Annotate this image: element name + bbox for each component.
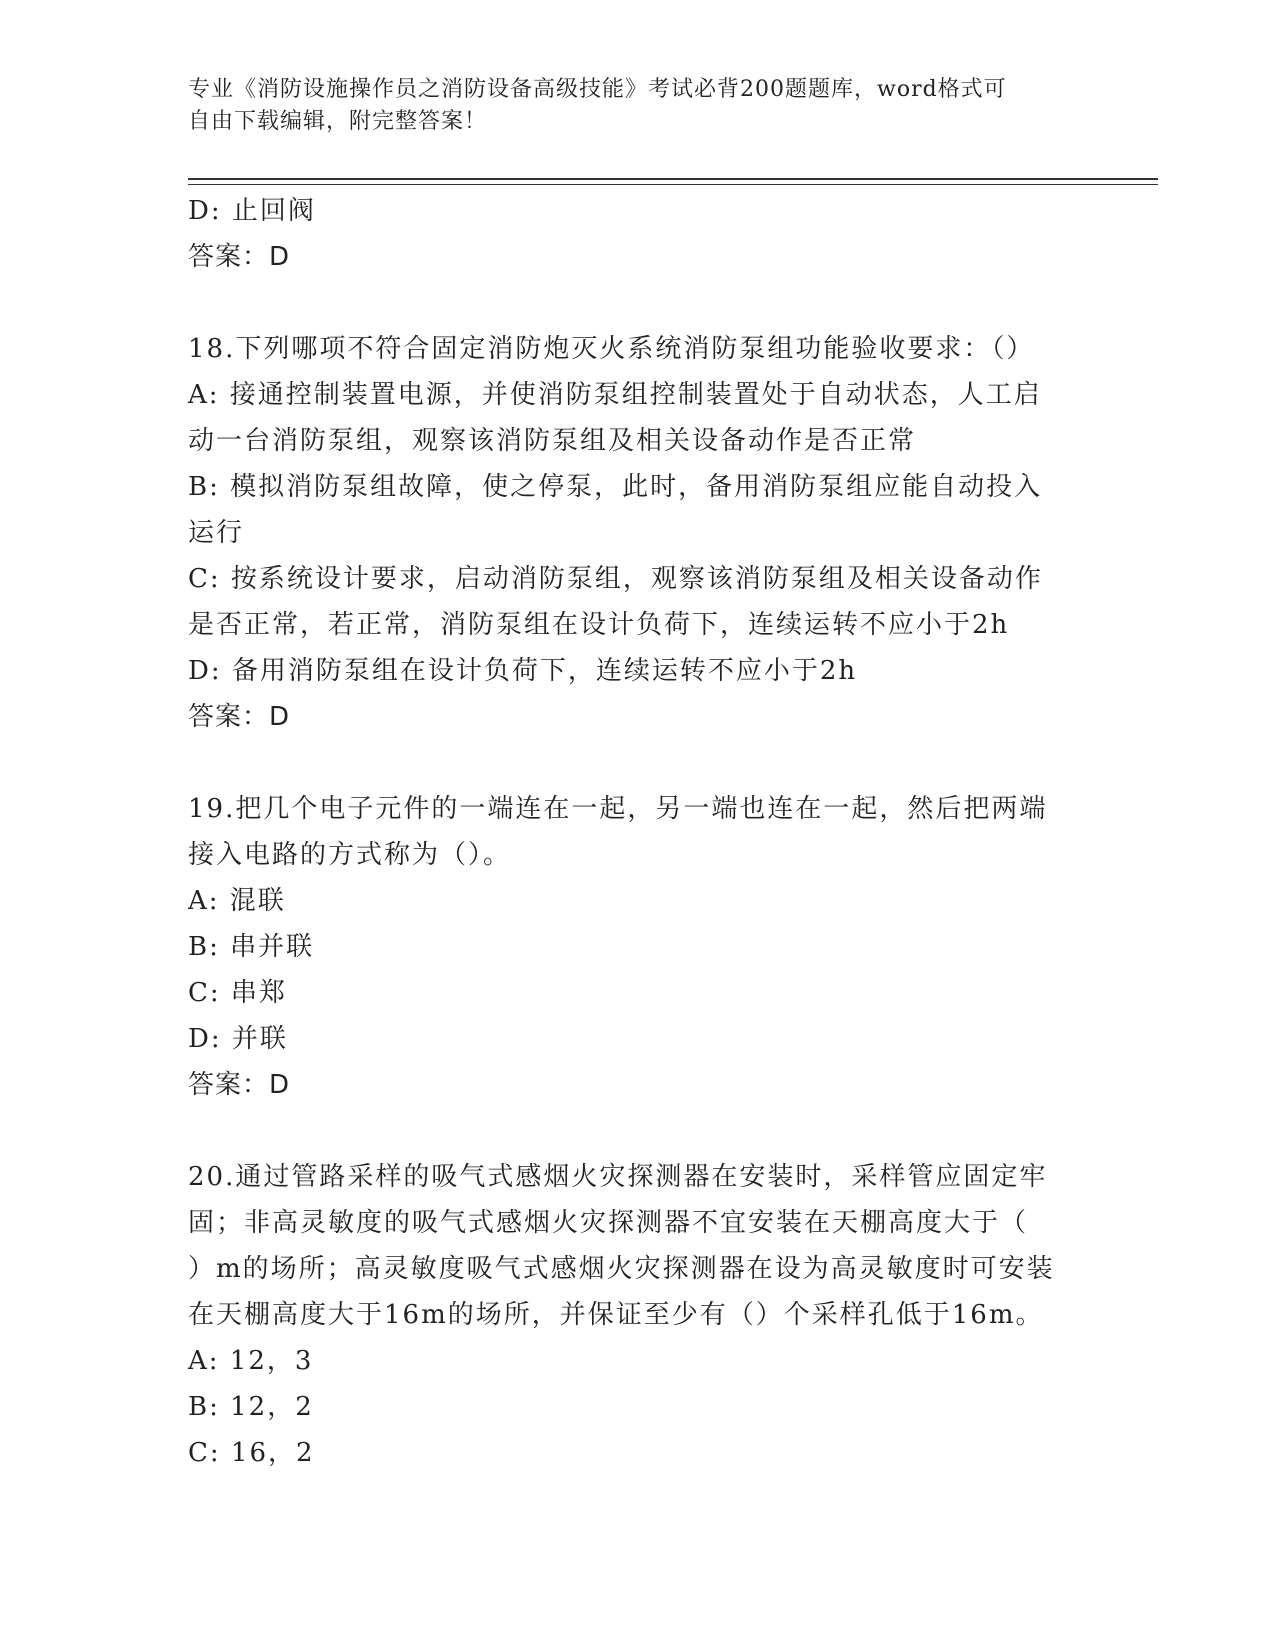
question-20 bbox=[188, 1154, 1088, 1476]
option-d: D: 备用消防泵组在设计负荷下，连续运转不应小于2h bbox=[188, 656, 858, 686]
header-line-1: 专业《消防设施操作员之消防设备高级技能》考试必背200题题库，word格式可 bbox=[188, 77, 1007, 102]
option-c: C: 16，2 bbox=[188, 1438, 315, 1468]
option-b: B: 12，2 bbox=[188, 1392, 314, 1422]
question-18-stem-line-1: 18.下列哪项不符合固定消防炮灭火系统消防泵组功能验收要求：（） bbox=[188, 334, 1035, 364]
option-b: B: 串并联 bbox=[188, 932, 315, 962]
spacer bbox=[188, 1108, 1088, 1154]
spacer bbox=[188, 740, 1088, 786]
answer-line: 答案：D bbox=[188, 242, 291, 272]
header-divider-thin bbox=[188, 184, 1158, 185]
option-c: C: 串郑 bbox=[188, 978, 287, 1008]
question-17-tail bbox=[188, 188, 1088, 280]
option-b: B: 模拟消防泵组故障，使之停泵，此时，备用消防泵组应能自动投入 bbox=[188, 472, 1043, 502]
answer-line: 答案：D bbox=[188, 702, 291, 732]
question-19 bbox=[188, 786, 1088, 1108]
option-a-cont: 动一台消防泵组，观察该消防泵组及相关设备动作是否正常 bbox=[188, 426, 917, 456]
option-a: A: 混联 bbox=[188, 886, 286, 916]
question-20-stem-line-3: ）m的场所；高灵敏度吸气式感烟火灾探测器在设为高灵敏度时可安装 bbox=[188, 1254, 1055, 1284]
option-b-cont: 运行 bbox=[188, 518, 245, 548]
option-a: A: 12，3 bbox=[188, 1346, 314, 1376]
header-line-2: 自由下载编辑，附完整答案！ bbox=[188, 109, 488, 134]
question-18 bbox=[188, 326, 1088, 740]
answer-line: 答案：D bbox=[188, 1070, 291, 1100]
question-20-stem-line-4: 在天棚高度大于16m的场所，并保证至少有（）个采样孔低于16m。 bbox=[188, 1300, 1044, 1330]
document-body bbox=[188, 188, 1088, 1476]
option-a: A: 接通控制装置电源，并使消防泵组控制装置处于自动状态，人工启 bbox=[188, 380, 1042, 410]
header-divider-thick bbox=[188, 178, 1158, 180]
option-c-cont: 是否正常，若正常，消防泵组在设计负荷下，连续运转不应小于2h bbox=[188, 610, 1010, 640]
document-header bbox=[188, 74, 1068, 138]
option-d: D: 并联 bbox=[188, 1024, 288, 1054]
question-20-stem-line-2: 固；非高灵敏度的吸气式感烟火灾探测器不宜安装在天棚高度大于（ bbox=[188, 1208, 1029, 1238]
option-c: C: 按系统设计要求，启动消防泵组，观察该消防泵组及相关设备动作 bbox=[188, 564, 1043, 594]
spacer bbox=[188, 280, 1088, 326]
question-20-stem-line-1: 20.通过管路采样的吸气式感烟火灾探测器在安装时，采样管应固定牢 bbox=[188, 1162, 1048, 1192]
question-19-stem-line-2: 接入电路的方式称为（）。 bbox=[188, 840, 512, 870]
question-19-stem-line-1: 19.把几个电子元件的一端连在一起，另一端也连在一起，然后把两端 bbox=[188, 794, 1048, 824]
option-d: D: 止回阀 bbox=[188, 196, 316, 226]
